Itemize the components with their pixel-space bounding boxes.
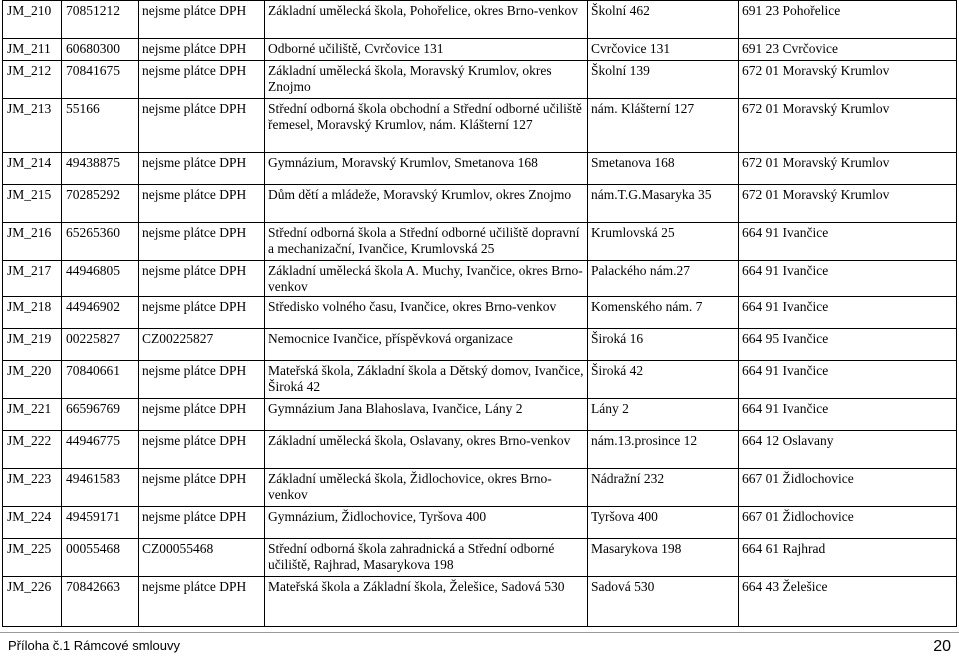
organization-name-cell: Odborné učiliště, Cvrčovice 131 [265,39,588,61]
ico-cell: 49461583 [62,469,139,507]
page-footer [0,632,959,657]
table-row [3,431,957,469]
vat-status-cell: CZ00055468 [139,539,265,577]
record-id-cell: JM_223 [3,469,62,507]
table-row [3,399,957,431]
street-address-cell: Lány 2 [588,399,739,431]
table-row [3,469,957,507]
table-row [3,361,957,399]
record-id-cell: JM_217 [3,261,62,297]
record-id-cell: JM_219 [3,329,62,361]
postal-city-cell: 691 23 Cvrčovice [739,39,957,61]
table-row [3,153,957,185]
record-id-cell: JM_225 [3,539,62,577]
table-row [3,577,957,627]
postal-city-cell: 672 01 Moravský Krumlov [739,153,957,185]
street-address-cell: nám. Klášterní 127 [588,99,739,153]
page-number: 20 [933,638,951,655]
organization-name-cell: Střední odborná škola obchodní a Střední odborné učiliště řemesel, Moravský Krumlov, nám. Klášterní 127 [265,99,588,153]
street-address-cell: Školní 139 [588,61,739,99]
vat-status-cell: nejsme plátce DPH [139,361,265,399]
postal-city-cell: 667 01 Židlochovice [739,507,957,539]
organization-name-cell: Gymnázium, Moravský Krumlov, Smetanova 168 [265,153,588,185]
record-id-cell: JM_210 [3,1,62,39]
vat-status-cell: nejsme plátce DPH [139,469,265,507]
vat-status-cell: nejsme plátce DPH [139,223,265,261]
record-id-cell: JM_216 [3,223,62,261]
postal-city-cell: 664 43 Želešice [739,577,957,627]
street-address-cell: Sadová 530 [588,577,739,627]
record-id-cell: JM_220 [3,361,62,399]
street-address-cell: Školní 462 [588,1,739,39]
vat-status-cell: nejsme plátce DPH [139,153,265,185]
postal-city-cell: 664 91 Ivančice [739,297,957,329]
ico-cell: 70842663 [62,577,139,627]
organization-name-cell: Nemocnice Ivančice, příspěvková organizace [265,329,588,361]
record-id-cell: JM_226 [3,577,62,627]
organization-name-cell: Mateřská škola, Základní škola a Dětský domov, Ivančice, Široká 42 [265,361,588,399]
postal-city-cell: 664 61 Rajhrad [739,539,957,577]
street-address-cell: Komenského nám. 7 [588,297,739,329]
street-address-cell: Palackého nám.27 [588,261,739,297]
ico-cell: 70841675 [62,61,139,99]
ico-cell: 49438875 [62,153,139,185]
vat-status-cell: nejsme plátce DPH [139,297,265,329]
street-address-cell: Tyršova 400 [588,507,739,539]
ico-cell: 65265360 [62,223,139,261]
organization-name-cell: Základní umělecká škola A. Muchy, Ivančice, okres Brno-venkov [265,261,588,297]
postal-city-cell: 667 01 Židlochovice [739,469,957,507]
organization-name-cell: Základní umělecká škola, Oslavany, okres Brno-venkov [265,431,588,469]
street-address-cell: Široká 42 [588,361,739,399]
vat-status-cell: nejsme plátce DPH [139,185,265,223]
organization-name-cell: Středisko volného času, Ivančice, okres Brno-venkov [265,297,588,329]
organization-name-cell: Mateřská škola a Základní škola, Želešice, Sadová 530 [265,577,588,627]
record-id-cell: JM_213 [3,99,62,153]
vat-status-cell: nejsme plátce DPH [139,507,265,539]
street-address-cell: Masarykova 198 [588,539,739,577]
postal-city-cell: 664 91 Ivančice [739,223,957,261]
organization-name-cell: Střední odborná škola zahradnická a Střední odborné učiliště, Rajhrad, Masarykova 198 [265,539,588,577]
ico-cell: 70840661 [62,361,139,399]
postal-city-cell: 672 01 Moravský Krumlov [739,61,957,99]
table-row [3,507,957,539]
ico-cell: 70285292 [62,185,139,223]
organization-name-cell: Základní umělecká škola, Moravský Krumlov, okres Znojmo [265,61,588,99]
record-id-cell: JM_218 [3,297,62,329]
table-row [3,297,957,329]
postal-city-cell: 664 91 Ivančice [739,361,957,399]
vat-status-cell: nejsme plátce DPH [139,261,265,297]
street-address-cell: Cvrčovice 131 [588,39,739,61]
record-id-cell: JM_214 [3,153,62,185]
table-row [3,223,957,261]
footer-title: Příloha č.1 Rámcové smlouvy [8,638,180,653]
postal-city-cell: 691 23 Pohořelice [739,1,957,39]
table-row [3,61,957,99]
street-address-cell: nám.13.prosince 12 [588,431,739,469]
street-address-cell: nám.T.G.Masaryka 35 [588,185,739,223]
record-id-cell: JM_222 [3,431,62,469]
ico-cell: 00055468 [62,539,139,577]
table-row [3,329,957,361]
table-row [3,539,957,577]
record-id-cell: JM_215 [3,185,62,223]
organization-name-cell: Gymnázium Jana Blahoslava, Ivančice, Lány 2 [265,399,588,431]
postal-city-cell: 664 95 Ivančice [739,329,957,361]
record-id-cell: JM_212 [3,61,62,99]
postal-city-cell: 672 01 Moravský Krumlov [739,185,957,223]
table-row [3,261,957,297]
ico-cell: 60680300 [62,39,139,61]
schools-table [2,0,957,627]
vat-status-cell: CZ00225827 [139,329,265,361]
ico-cell: 70851212 [62,1,139,39]
table-row [3,1,957,39]
ico-cell: 49459171 [62,507,139,539]
street-address-cell: Smetanova 168 [588,153,739,185]
ico-cell: 66596769 [62,399,139,431]
vat-status-cell: nejsme plátce DPH [139,399,265,431]
table-row [3,39,957,61]
record-id-cell: JM_221 [3,399,62,431]
ico-cell: 44946902 [62,297,139,329]
organization-name-cell: Střední odborná škola a Střední odborné učiliště dopravní a mechanizační, Ivančice, Krumlovská 25 [265,223,588,261]
vat-status-cell: nejsme plátce DPH [139,1,265,39]
postal-city-cell: 672 01 Moravský Krumlov [739,99,957,153]
organization-name-cell: Základní umělecká škola, Pohořelice, okres Brno-venkov [265,1,588,39]
street-address-cell: Široká 16 [588,329,739,361]
street-address-cell: Nádražní 232 [588,469,739,507]
record-id-cell: JM_224 [3,507,62,539]
organization-name-cell: Gymnázium, Židlochovice, Tyršova 400 [265,507,588,539]
ico-cell: 55166 [62,99,139,153]
postal-city-cell: 664 91 Ivančice [739,261,957,297]
organization-name-cell: Základní umělecká škola, Židlochovice, okres Brno-venkov [265,469,588,507]
table-row [3,99,957,153]
street-address-cell: Krumlovská 25 [588,223,739,261]
record-id-cell: JM_211 [3,39,62,61]
vat-status-cell: nejsme plátce DPH [139,431,265,469]
organization-name-cell: Dům dětí a mládeže, Moravský Krumlov, okres Znojmo [265,185,588,223]
table-row [3,185,957,223]
ico-cell: 00225827 [62,329,139,361]
postal-city-cell: 664 12 Oslavany [739,431,957,469]
vat-status-cell: nejsme plátce DPH [139,61,265,99]
vat-status-cell: nejsme plátce DPH [139,577,265,627]
ico-cell: 44946775 [62,431,139,469]
vat-status-cell: nejsme plátce DPH [139,99,265,153]
ico-cell: 44946805 [62,261,139,297]
vat-status-cell: nejsme plátce DPH [139,39,265,61]
postal-city-cell: 664 91 Ivančice [739,399,957,431]
